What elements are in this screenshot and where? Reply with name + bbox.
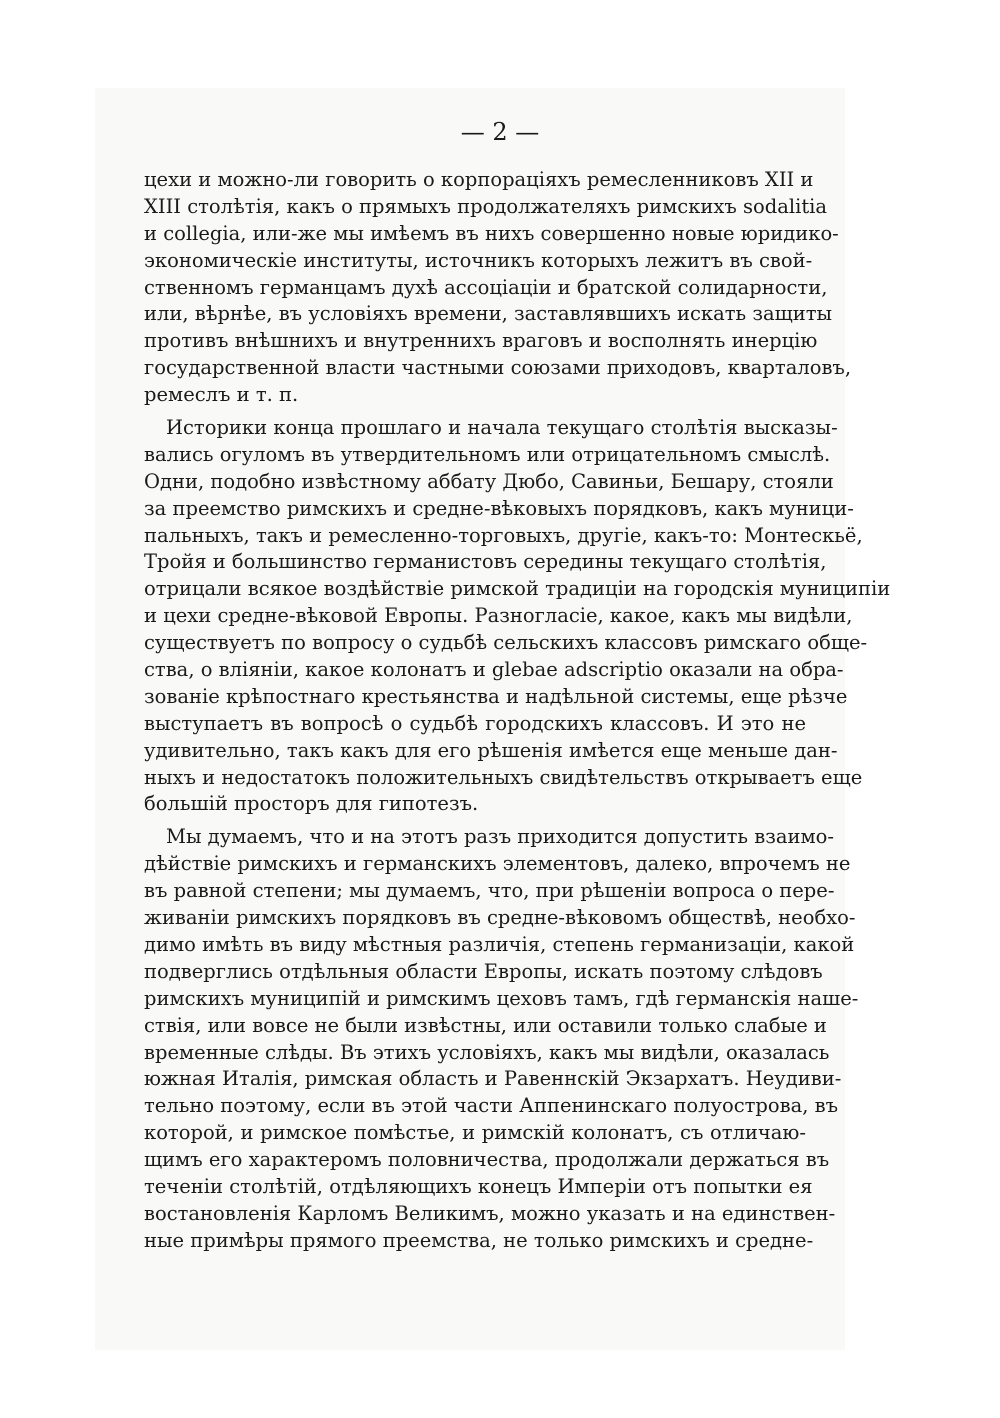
text-line: южная Италія, римская область и Равеннскій Экзархатъ. Неудиви- [144,1067,842,1091]
text-line: цехи и можно-ли говорить о корпораціяхъ ремесленниковъ XII и [144,168,814,191]
text-line: римскихъ муниципій и римскимъ цеховъ тамъ, гдѣ германскія наше- [144,986,859,1010]
paragraph-2 [144,415,891,818]
text-line: Тройя и большинство германистовъ середины текущаго столѣтія, [144,550,827,574]
text-line: существуетъ по вопросу о судьбѣ сельскихъ классовъ римскаго обще- [144,631,868,655]
text-line: ремеслъ и т. п. [144,383,299,407]
paragraph-1 [144,167,852,409]
page-number: — 2 — [460,118,540,146]
text-line: Историки конца прошлаго и начала текущаго столѣтія высказы- [166,416,838,440]
text-line: димо имѣть въ виду мѣстныя различія, степень германизаціи, какой [144,932,855,956]
text-line: или, вѣрнѣе, въ условіяхъ времени, заставлявшихъ искать защиты [144,302,833,326]
text-line: зованіе крѣпостнаго крестьянства и надѣльной системы, еще рѣзче [144,684,848,708]
text-line: ствія, или вовсе не были извѣстны, или оставили только слабые и [144,1013,827,1037]
text-line: подверглись отдѣльныя области Европы, искать поэтому слѣдовъ [144,959,823,983]
text-line: ственномъ германцамъ духѣ ассоціаціи и братской солидарности, [144,275,828,299]
text-line: дѣйствіе римскихъ и германскихъ элементовъ, далеко, впрочемъ не [144,852,851,876]
text-line: Одни, подобно извѣстному аббату Дюбо, Савиньи, Бешару, стояли [144,469,834,493]
text-line: выступаетъ въ вопросѣ о судьбѣ городскихъ классовъ. И это не [144,711,806,735]
text-line: востановленія Карломъ Великимъ, можно указать и на единствен- [144,1201,836,1225]
text-line: вались огуломъ въ утвердительномъ или отрицательномъ смыслѣ. [144,442,831,466]
text-line: ства, о вліяніи, какое колонатъ и glebae adscriptio оказали на обра- [144,658,844,682]
text-line: Мы думаемъ, что и на этотъ разъ приходится допустить взаимо- [166,825,834,849]
text-line: ныхъ и недостатокъ положительныхъ свидѣтельствъ открываетъ еще [144,765,863,789]
text-line: за преемство римскихъ и средне-вѣковыхъ порядковъ, какъ муници- [144,496,854,520]
text-line: живаніи римскихъ порядковъ въ средне-вѣковомъ обществѣ, необхо- [144,906,856,930]
body-text [144,167,891,1255]
text-line: удивительно, такъ какъ для его рѣшенія имѣется еще меньше дан- [144,738,838,762]
text-line: ные примѣры прямого преемства, не только римскихъ и средне- [144,1228,814,1252]
text-line: щимъ его характеромъ половничества, продолжали держаться въ [144,1148,830,1172]
text-line: пальныхъ, такъ и ремесленно-торговыхъ, другіе, какъ-то: Монтескьё, [144,523,863,547]
text-line: и цехи средне-вѣковой Европы. Разногласіе, какое, какъ мы видѣли, [144,604,853,628]
text-line: теченіи столѣтій, отдѣляющихъ конецъ Имперіи отъ попытки ея [144,1174,813,1198]
text-line: XIII столѣтія, какъ о прямыхъ продолжателяхъ римскихъ sodalitia [144,194,828,218]
text-line: и collegia, или-же мы имѣемъ въ нихъ совершенно новые юридико- [144,221,839,245]
text-line: въ равной степени; мы думаемъ, что, при рѣшеніи вопроса о пере- [144,879,835,903]
text-line: экономическіе институты, источникъ которыхъ лежитъ въ свой- [144,248,813,272]
text-line: временные слѣды. Въ этихъ условіяхъ, какъ мы видѣли, оказалась [144,1040,830,1064]
text-line: противъ внѣшнихъ и внутреннихъ враговъ и восполнять инерцію [144,329,818,353]
text-line: государственной власти частными союзами приходовъ, кварталовъ, [144,356,852,380]
paragraph-3 [144,824,859,1254]
text-line: отрицали всякое воздѣйствіе римской традиціи на городскія муниципіи [144,577,891,601]
text-line: тельно поэтому, если въ этой части Аппенинскаго полуострова, въ [144,1094,839,1118]
text-line: которой, и римское помѣстье, и римскій колонатъ, съ отличаю- [144,1121,806,1145]
text-line: большій просторъ для гипотезъ. [144,792,479,816]
